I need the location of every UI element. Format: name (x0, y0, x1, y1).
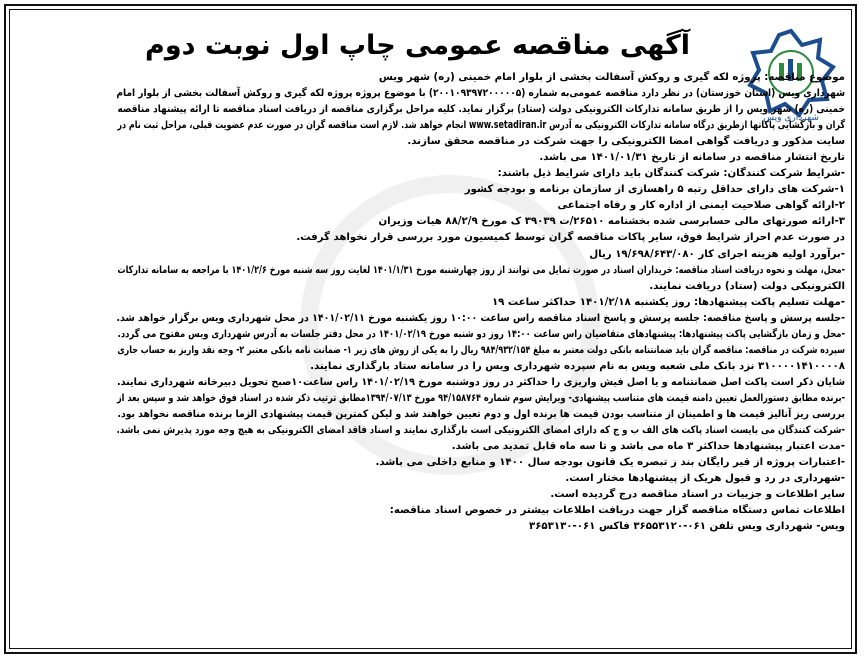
notice-line: -محل، مهلت و نحوه دریافت اسناد مناقصه: خریداران اسناد در صورت تمایل می توانند از روز چهارشنبه مورخ ۱۴۰۱/۱/۳۱ لغایت روز سه شنبه مورخ ۱۴۰۱/۲/۶ با مراجعه به سامانه تدارکات (117, 264, 845, 276)
notice-line: تاریخ انتشار مناقصه در سامانه از تاریخ ۱۴۰۱/۰۱/۳۱ می باشد. (539, 152, 845, 164)
notice-line: -شهرداری در رد و قبول هریک از پیشنهادها مختار است. (565, 473, 845, 485)
notice-line: ویس- شهرداری ویس تلفن ۰۶۱-۳۶۵۵۳۱۲۰ فاکس ۰۶۱-۳۶۵۳۱۳۰ (528, 521, 845, 533)
notice-line: سپرده شرکت در مناقصه: مناقصه گران باید ضمانتنامه بانکی دولت معتبر به مبلغ ۹۸۴/۹۳۲/۱۵۴ ریال را به یکی از روش های زیر ۱- ضمانت نامه بانکی معتبر ۲- وجه نقد واریز به حساب جاری (117, 344, 845, 356)
notice-line: بررسی ریز آنالیز قیمت ها و اطمینان از متناسب بودن قیمت ها برنده اول و دوم تعیین خواهند شد و لیکن کمترین قیمت پیشنهادی الزما برنده مناقصه نخواهد بود. (117, 408, 845, 420)
notice-line: موضوع مناقصه: پروژه لکه گیری و روکش آسفالت بخشی از بلوار امام خمینی (ره) شهر ویس (378, 72, 845, 83)
notice-line: -برنده مطابق دستورالعمل تعیین دامنه قیمت های متناسب پیشنهادی- ویرایش سوم شماره ۹۴/۱۵۸۷۶۴ مورخ ۱۳۹۴/۰۷/۱۳مطابق ترتیب ذکر شده در اسناد فوق خواهد شد و سپس بعد از (116, 392, 845, 404)
notice-line: -شرکت کنندگان می بایست اسناد پاکت های الف ب و ج که دارای امضای الکترونیکی است بارگذاری نمایند و اسناد فاقد امضای الکترونیکی به هیچ وجه مورد پذیرش نمی باشد. (116, 425, 846, 437)
notice-line: شایان ذکر است پاکت اصل ضمانتنامه و یا اصل فیش واریزی را حداکثر در روز دوشنبه مورخ ۱۴۰۱/۰۲/۱۹ راس ساعت۱۰صبح تحویل دبیرخانه شهرداری نمایند. (116, 376, 845, 388)
notice-body (117, 70, 845, 535)
notice-line: شهرداری ویس (استان خوزستان) در نظر دارد مناقصه عمومی‌به شماره (۲۰۰۱۰۹۳۹۷۲۰۰۰۰۰۵) با موضوع پروژه پروژه لکه گیری و روکش آسفالت بخشی از بلوار امام (116, 88, 845, 100)
notice-line: الکترونیکی دولت (ستاد) دریافت نمایند. (649, 280, 845, 292)
notice-line: سایت مذکور و دریافت گواهی امضا الکترونیکی را جهت شرکت در مناقصه محقق سازند. (407, 136, 845, 148)
notice-line: گران و بازگشایی پاکاتها ازطریق درگاه سامانه تدارکات الکترونیکی به آدرس www.setadiran.ir انجام خواهد شد. لازم است مناقصه گران در صورت عدم عضویت قبلی، مراحل ثبت نام در (117, 120, 845, 132)
notice-line: اطلاعات تماس دستگاه مناقصه گزار جهت دریافت اطلاعات بیشتر در خصوص اسناد مناقصه: (389, 505, 845, 517)
notice-line: -جلسه پرسش و پاسخ مناقصه: جلسه پرسش و پاسخ اسناد مناقصه راس ساعت ۱۰:۰۰ روز یکشنبه مورخ ۱۴۰۱/۰۲/۱۱ در محل شهرداری ویس برگزار خواهد شد. (116, 312, 845, 324)
logo-caption: شهرداری ویس (763, 113, 819, 123)
page-title: آگهی مناقصه عمومی چاپ اول نوبت دوم (145, 30, 690, 61)
notice-line: -اعتبارات پروژه از قیر رایگان بند ز تبصره یک قانون بودجه سال ۱۴۰۰ و منابع داخلی می باشد. (375, 457, 845, 469)
notice-line: -شرایط شرکت کنندگان: شرکت کنندگان باید دارای شرایط ذیل باشند: (497, 168, 845, 180)
notice-line: ۲-ارائه گواهی صلاحیت ایمنی از اداره کار و رفاه اجتماعی (557, 200, 845, 212)
notice-line: -مهلت تسلیم پاکت پیشنهادها: روز یکشنبه ۱۴۰۱/۲/۱۸ حداکثر ساعت ۱۹ (491, 296, 845, 308)
notice-line: -محل و زمان بازگشایی پاکت پیشنهادها: پیشنهادهای متقاضیان راس ساعت ۱۴:۰۰ روز دو شنبه مورخ ۱۴۰۱/۰۲/۱۹ در محل دفتر جلسات به آدرس شهرداری ویس مفتوح می گردد. (117, 328, 845, 340)
notice-line: ۳-ارائه صورتهای مالی حسابرسی شده بخشنامه ۲۶۵۱۰/ت ۳۹۰۳۹ ک مورخ ۸۸/۲/۹ هیات وزیران (378, 216, 845, 228)
notice-line: -مدت اعتبار پیشنهادها حداکثر ۳ ماه می باشد و تا سه ماه قابل تمدید می باشد. (451, 441, 845, 453)
notice-line: ۳۱۰۰۰۰۱۴۱۰۰۰۰۸ نزد بانک ملی شعبه ویس به نام سپرده شهرداری ویس را در سامانه ستاد بارگذاری نمایند. (310, 360, 845, 372)
notice-line: -برآورد اولیه هزینه اجرای کار ۱۹/۶۹۸/۶۴۳/۰۸۰ ریال (589, 248, 845, 260)
notice-line: خمینی (ره) شهر ویس را از طریق سامانه تدارکات الکترونیکی دولت (ستاد) برگزار نماید. کلیه مراحل برگزاری مناقصه از دریافت اسناد مناقصه تا ارائه پیشنهاد مناقصه (117, 104, 845, 116)
notice-line: در صورت عدم احراز شرایط فوق، سایر پاکات مناقصه گران توسط کمیسیون مورد بررسی قرار نخواهد گرفت. (296, 232, 845, 244)
notice-line: سایر اطلاعات و جزییات در اسناد مناقصه درج گردیده است. (550, 489, 845, 501)
notice-line: ۱-شرکت های دارای حداقل رتبه ۵ راهسازی از سازمان برنامه و بودجه کشور (464, 184, 845, 196)
